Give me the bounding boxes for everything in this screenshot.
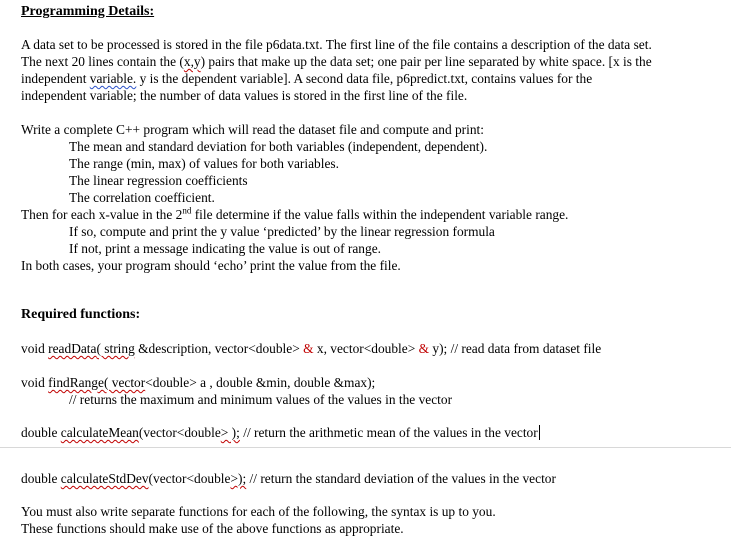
req-item: The mean and standard deviation for both variables (independent, dependent). bbox=[69, 139, 488, 154]
spell-flag-calculatemean: calculateMean bbox=[60, 425, 139, 440]
text-cursor[interactable] bbox=[539, 425, 540, 440]
intro-line-3: independent variable. y is the dependent variable]. A second data file, p6predict.txt, contains values for the bbox=[21, 71, 593, 86]
both-cases-line: In both cases, your program should ‘echo’ print the value from the file. bbox=[21, 258, 401, 273]
intro-line-4: independent variable; the number of data values is stored in the first line of the file. bbox=[21, 88, 468, 103]
spell-flag-readdata: readData bbox=[48, 341, 97, 356]
requirements-paragraph bbox=[21, 121, 721, 274]
divider-line bbox=[0, 447, 731, 448]
closing-line-1: You must also write separate functions for each of the following, the syntax is up to you. bbox=[21, 504, 496, 519]
spell-flag-xy: x,y bbox=[183, 54, 201, 69]
req-intro: Write a complete C++ program which will read the dataset file and compute and print: bbox=[21, 122, 484, 137]
intro-line-1: A data set to be processed is stored in the file p6data.txt. The first line of the file contains a description of the data set. bbox=[21, 37, 652, 52]
spell-flag-calculatestddev: calculateStdDev bbox=[60, 471, 149, 486]
findrange-comment: // returns the maximum and minimum values of the values in the vector bbox=[69, 392, 453, 407]
if-not-line: If not, print a message indicating the value is out of range. bbox=[69, 241, 381, 256]
req-item: The linear regression coefficients bbox=[69, 173, 248, 188]
if-so-line: If so, compute and print the y value ‘predicted’ by the linear regression formula bbox=[69, 224, 495, 239]
grammar-flag-variable: variable. bbox=[89, 71, 137, 86]
function-readdata: void readData( string &description, vector<double> & x, vector<double> & y); // read data from dataset file bbox=[21, 341, 602, 356]
closing-line-2: These functions should make use of the above functions as appropriate. bbox=[21, 521, 404, 536]
req-item: The range (min, max) of values for both variables. bbox=[69, 156, 339, 171]
req-item: The correlation coefficient. bbox=[69, 190, 215, 205]
function-findrange: void findRange( vector<double> a , double &min, double &max); // returns the maximum and minimum values of the values in the vector bbox=[21, 374, 721, 408]
then-line: Then for each x-value in the 2nd file determine if the value falls within the independent variable range. bbox=[21, 205, 569, 222]
ampersand-mark: & bbox=[303, 341, 314, 356]
closing-paragraph bbox=[21, 503, 721, 537]
required-functions-header: Required functions: bbox=[21, 307, 141, 322]
function-calculatestddev: double calculateStdDev(vector<double>); // return the standard deviation of the values in the vector bbox=[21, 471, 556, 486]
spell-flag-findrange: findRange bbox=[48, 375, 104, 390]
intro-line-2: The next 20 lines contain the (x,y) pairs that make up the data set; one pair per line separated by white space. [x is the bbox=[21, 54, 652, 69]
intro-paragraph bbox=[21, 36, 721, 104]
section-title: Programming Details: bbox=[21, 4, 155, 19]
function-calculatemean: double calculateMean(vector<double> ); // return the arithmetic mean of the values in the vector bbox=[21, 425, 538, 440]
ampersand-mark: & bbox=[418, 341, 430, 356]
